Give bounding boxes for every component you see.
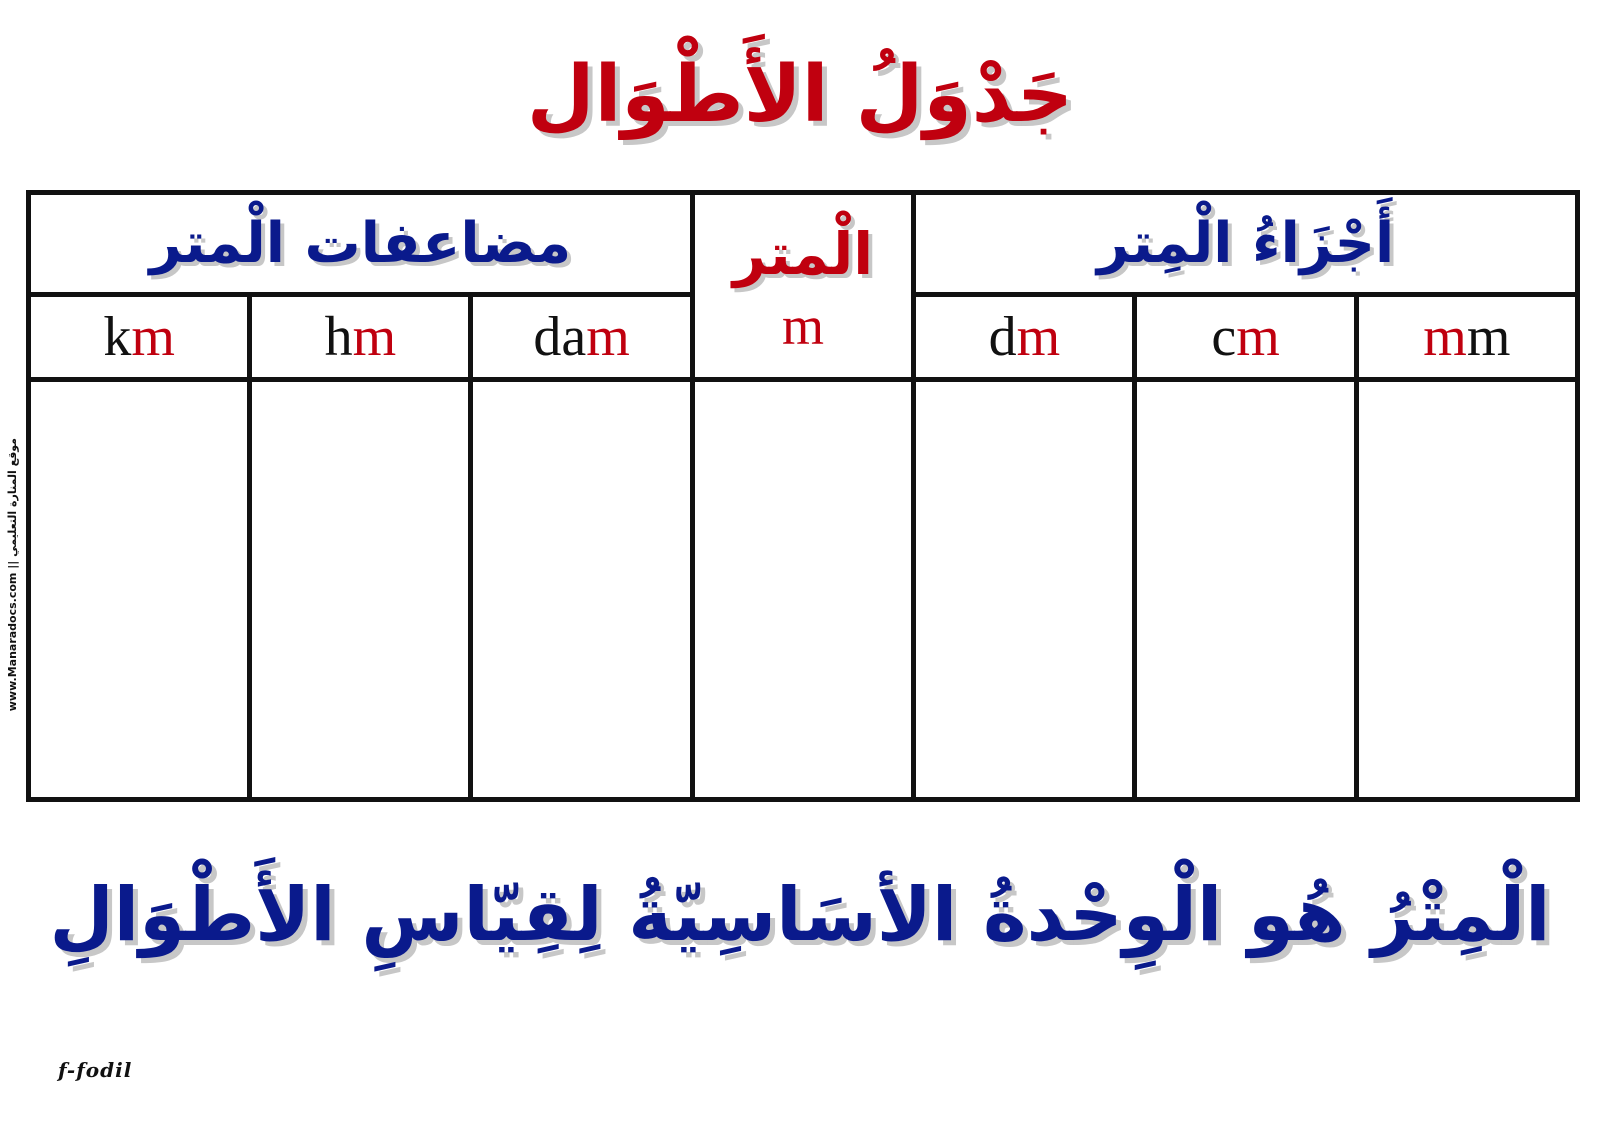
watermark: موقع المنارة التعليمي || www.Manaradocs.com — [6, 438, 19, 712]
multiples-header: مضاعفات الْمتر — [29, 193, 693, 295]
length-conversion-table — [26, 190, 1580, 802]
unit-km-prefix: k — [103, 305, 132, 368]
unit-mm-second: m — [1466, 305, 1511, 368]
unit-dam — [471, 294, 692, 380]
meter-symbol: m — [781, 296, 824, 357]
unit-cm — [1135, 294, 1356, 380]
value-cell-hm — [250, 380, 471, 800]
meter-name: الْمتر — [732, 220, 874, 289]
unit-cm-prefix: c — [1211, 305, 1237, 368]
unit-dm-prefix: d — [988, 305, 1017, 368]
unit-dm — [914, 294, 1135, 380]
unit-km — [29, 294, 250, 380]
value-cell-cm — [1135, 380, 1356, 800]
author-signature: f-fodil — [58, 1058, 133, 1082]
unit-hm-prefix: h — [324, 305, 353, 368]
value-cell-dam — [471, 380, 692, 800]
value-cell-m — [692, 380, 914, 800]
unit-dam-prefix: da — [533, 305, 587, 368]
unit-mm — [1356, 294, 1577, 380]
value-cell-dm — [914, 380, 1135, 800]
submultiples-header: أَجْزَاءُ الْمِتر — [914, 193, 1578, 295]
meter-header — [692, 193, 914, 380]
unit-dm-base: m — [1016, 305, 1061, 368]
unit-dam-base: m — [586, 305, 630, 368]
value-cell-mm — [1356, 380, 1577, 800]
page-title: جَدْوَلُ الأَطْوَال — [526, 50, 1074, 140]
meter-definition-sentence: الْمِتْرُ هُو الْوِحْدةُ الأسَاسِيّةُ لِقِيّاسِ الأَطْوَالِ — [49, 872, 1551, 958]
unit-hm — [250, 294, 471, 380]
unit-cm-base: m — [1236, 305, 1280, 368]
unit-hm-base: m — [352, 305, 397, 368]
unit-km-base: m — [131, 305, 175, 368]
unit-mm-first: m — [1423, 305, 1467, 368]
value-cell-km — [29, 380, 250, 800]
